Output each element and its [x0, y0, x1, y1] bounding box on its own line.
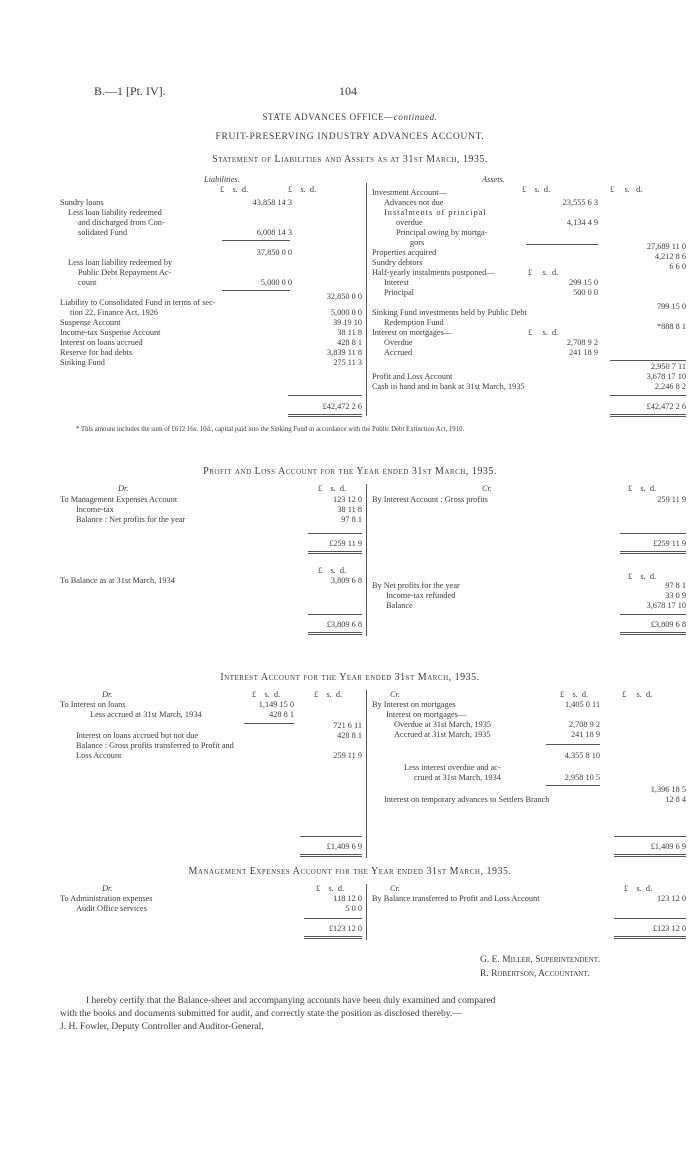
asset-line: Interest on mortgages—: [372, 328, 453, 337]
mgmt-credit-line: By Balance transferred to Profit and Loss Account: [372, 894, 540, 903]
liability-line: Public Debt Repayment Ac-: [78, 268, 172, 277]
asset-value: 27,689 11 0: [646, 242, 686, 251]
subtotal-rule: [222, 290, 290, 291]
total-rule: [308, 614, 362, 615]
total-rule: [620, 551, 686, 552]
pl-debit-line: To Management Expenses Account: [60, 495, 178, 504]
column-divider: [366, 183, 367, 416]
asset-line: Overdue: [384, 338, 413, 347]
asset-line: Advances not due: [384, 198, 444, 207]
total-rule: [288, 416, 362, 417]
asset-inner-value: 2,708 9 2: [566, 338, 598, 347]
lsd-header: £ s. d.: [522, 185, 551, 194]
total-rule: [614, 936, 686, 937]
asset-value: 2,950 7 11: [651, 362, 686, 371]
lsd-header: £ s. d.: [528, 328, 559, 337]
total-rule: [304, 918, 362, 919]
lsd-header: £ s. d.: [318, 566, 347, 575]
mgmt-credit-value: 123 12 0: [656, 894, 686, 903]
asset-value: 6 6 0: [669, 262, 686, 271]
asset-line: Sundry debtors: [372, 258, 423, 267]
lsd-header: £ s. d.: [628, 484, 657, 493]
total-rule: [308, 553, 362, 554]
total-rule: [620, 553, 686, 554]
total-rule: [614, 918, 686, 919]
mgmt-debit-value: 118 12 0: [333, 894, 362, 903]
pl-debit-line: To Balance as at 31st March, 1934: [60, 576, 175, 585]
liability-inner-value: 43,858 14 3: [252, 198, 292, 207]
interest-credit-total: £1,409 6 9: [650, 842, 686, 851]
total-rule: [304, 936, 362, 937]
interest-debit-value: 428 8 1: [337, 731, 362, 740]
liability-line: count: [78, 278, 97, 287]
signature-superintendent: G. E. Miller, Superintendent.: [480, 955, 601, 965]
interest-debit-line: Less accrued at 31st March, 1934: [90, 710, 202, 719]
total-rule: [610, 395, 686, 396]
lsd-header: £ s. d.: [624, 884, 653, 893]
interest-credit-value: 12 8 4: [665, 795, 686, 804]
asset-line: Properties acquired: [372, 248, 437, 257]
liability-line: solidated Fund: [78, 228, 128, 237]
pl-debit-value: 3,809 6 8: [330, 576, 362, 585]
subtotal-rule: [546, 785, 600, 786]
total-rule: [610, 414, 686, 415]
asset-line: Redemption Fund: [384, 318, 444, 327]
interest-debit-line: To Interest on loans: [60, 700, 126, 709]
mgmt-debit-line: To Administration expenses: [60, 894, 153, 903]
lsd-header: £ s. d.: [220, 185, 249, 194]
interest-credit-value: 1,396 18 5: [650, 785, 686, 794]
cr-label: Cr.: [390, 690, 400, 699]
interest-debit-total: £1,409 6 9: [326, 842, 362, 851]
interest-credit-inner: 2,708 9 2: [568, 720, 600, 729]
liability-line: and discharged from Con-: [78, 218, 165, 227]
interest-credit-inner: 4,355 8 10: [564, 751, 600, 760]
page-number: 104: [339, 84, 357, 98]
liabilities-total: £42,472 2 6: [322, 402, 362, 411]
pl-debit-value: 123 12 0: [332, 495, 362, 504]
interest-debit-line: Interest on loans accrued but not due: [76, 731, 199, 740]
pl-credit-total: £259 11 9: [653, 539, 686, 548]
asset-line: gors: [410, 238, 425, 247]
office-heading: STATE ADVANCES OFFICE—continued.: [262, 112, 438, 122]
interest-credit-inner: 2,958 10 5: [564, 773, 600, 782]
interest-debit-line: Loss Account: [76, 751, 122, 760]
pl-credit-value: 33 0 9: [665, 591, 686, 600]
pl-credit-value: 97 8 1: [665, 581, 686, 590]
account-title: FRUIT-PRESERVING INDUSTRY ADVANCES ACCOUNT.: [215, 132, 485, 142]
document-reference: B.—1 [Pt. IV].: [94, 84, 166, 98]
pl-credit-total: £3,809 6 8: [650, 620, 686, 629]
assets-total: £42,472 2 6: [646, 402, 686, 411]
total-rule: [620, 614, 686, 615]
interest-credit-line: Overdue at 31st March, 1935: [394, 720, 492, 729]
pl-credit-line: By Interest Account : Gross profits: [372, 495, 488, 504]
total-rule: [308, 551, 362, 552]
subtotal-rule: [244, 723, 294, 724]
total-rule: [620, 634, 686, 635]
pl-debit-line: Income-tax: [76, 505, 114, 514]
subtotal-rule: [546, 744, 600, 745]
lsd-header: £ s. d.: [316, 884, 345, 893]
asset-line: Cash in hand and in bank at 31st March, 1935: [372, 382, 525, 391]
total-rule: [300, 854, 362, 855]
liability-inner-value: 37,850 0 0: [256, 248, 292, 257]
liability-line: Suspense Account: [60, 318, 121, 327]
asset-inner-value: 23,555 6 3: [562, 198, 598, 207]
lsd-header: £ s. d.: [528, 268, 559, 277]
pl-debit-total: £3,809 6 8: [326, 620, 362, 629]
asset-line: Principal: [384, 288, 414, 297]
total-rule: [300, 836, 362, 837]
interest-credit-line: Less interest overdue and ac-: [404, 763, 501, 772]
mgmt-debit-value: 5 0 0: [345, 904, 362, 913]
mgmt-debit-line: Audit Office services: [76, 904, 147, 913]
total-rule: [308, 634, 362, 635]
asset-value: *888 8 1: [656, 322, 686, 331]
lsd-header: £ s. d.: [318, 484, 347, 493]
asset-value: 4,212 8 6: [654, 252, 686, 261]
column-divider: [366, 884, 367, 940]
asset-line: Half-yearly instalments postponed—: [372, 268, 495, 277]
total-rule: [614, 856, 686, 857]
total-rule: [620, 632, 686, 633]
total-rule: [308, 632, 362, 633]
total-rule: [308, 533, 362, 534]
pl-credit-value: 259 11 9: [657, 495, 686, 504]
asset-line: Investment Account—: [372, 188, 447, 197]
liability-line: Less loan liability redeemed: [68, 208, 162, 217]
certificate-line: I hereby certify that the Balance-sheet and accompanying accounts have been duly examined and compared: [86, 996, 496, 1006]
cr-label: Cr.: [390, 884, 400, 893]
cr-label: Cr.: [482, 484, 492, 493]
signature-accountant: R. Robertson, Accountant.: [480, 969, 591, 979]
interest-debit-inner: 1,149 15 0: [258, 700, 294, 709]
footnote: * This amount includes the sum of £612 16s. 10d., capital paid into the Sinking Fund in accordance with the Public Debt Extinction Act, 1910.: [76, 426, 465, 433]
liability-line: Less loan liability redeemed by: [68, 258, 173, 267]
asset-inner-value: 241 18 9: [568, 348, 598, 357]
total-rule: [620, 533, 686, 534]
liability-value: 39 19 10: [332, 318, 362, 327]
pl-debit-value: 38 11 8: [337, 505, 362, 514]
mgmt-credit-total: £123 12 0: [652, 924, 686, 933]
liability-line: Liability to Consolidated Fund in terms of sec-: [60, 298, 216, 307]
total-rule: [288, 414, 362, 415]
asset-value: 3,678 17 10: [646, 372, 686, 381]
lsd-header: £ s. d.: [628, 572, 657, 581]
liability-line: Reserve for bad debts: [60, 348, 133, 357]
interest-debit-value: 259 11 9: [333, 751, 362, 760]
asset-inner-value: 299 15 0: [568, 278, 598, 287]
liability-line: tion 22, Finance Act, 1926: [70, 308, 159, 317]
certificate-line: with the books and documents submitted for audit, and correctly state the position as disclosed thereby.—: [60, 1009, 462, 1019]
liability-line: Income-tax Suspense Account: [60, 328, 161, 337]
column-divider: [366, 484, 367, 636]
lsd-header: £ s. d.: [610, 185, 643, 194]
pl-credit-line: Income-tax refunded: [386, 591, 456, 600]
interest-credit-line: Accrued at 31st March, 1935: [394, 730, 491, 739]
column-divider: [366, 690, 367, 858]
pl-credit-line: By Net profits for the year: [372, 581, 460, 590]
subtotal-rule: [610, 360, 686, 361]
profit-loss-title: Profit and Loss Account for the Year ended 31st March, 1935.: [203, 466, 497, 477]
dr-label: Dr.: [102, 690, 113, 699]
asset-inner-value: 500 0 0: [573, 288, 598, 297]
asset-line: Instalments of principal: [384, 208, 487, 217]
certificate-line: J. H. Fowler, Deputy Controller and Auditor-General.: [60, 1022, 264, 1032]
pl-credit-value: 3,678 17 10: [646, 601, 686, 610]
interest-debit-line: Balance : Gross profits transferred to Profit and: [76, 741, 234, 750]
liabilities-heading: Liabilities.: [204, 175, 240, 184]
total-rule: [614, 836, 686, 837]
asset-line: overdue: [396, 218, 423, 227]
total-rule: [288, 395, 362, 396]
asset-inner-value: 4,134 4 9: [566, 218, 598, 227]
liability-value: 428 8 1: [337, 338, 362, 347]
asset-line: Principal owing by mortga-: [396, 228, 488, 237]
liability-value: 32,850 0 0: [326, 292, 362, 301]
asset-line: Profit and Loss Account: [372, 372, 453, 381]
subtotal-rule: [222, 240, 290, 241]
asset-value: 799 15 0: [656, 302, 686, 311]
asset-line: Accrued: [384, 348, 413, 357]
total-rule: [614, 854, 686, 855]
liability-line: Sinking Fund: [60, 358, 105, 367]
interest-credit-line: Interest on mortgages—: [386, 710, 467, 719]
statement-title: Statement of Liabilities and Assets as at 31st March, 1935.: [212, 154, 488, 165]
lsd-header: £ s. d.: [314, 690, 343, 699]
interest-credit-inner: 241 18 9: [570, 730, 600, 739]
interest-credit-line: crued at 31st March, 1934: [414, 773, 501, 782]
liability-value: 3,839 11 8: [327, 348, 362, 357]
interest-debit-value: 721 6 11: [333, 721, 362, 730]
pl-credit-line: Balance: [386, 601, 413, 610]
asset-line: Interest: [384, 278, 409, 287]
interest-credit-line: By Interest on mortgages: [372, 700, 456, 709]
assets-heading: Assets.: [482, 175, 505, 184]
dr-label: Dr.: [118, 484, 129, 493]
pl-debit-total: £259 11 9: [329, 539, 362, 548]
total-rule: [304, 938, 362, 939]
liability-value: 38 11 8: [337, 328, 362, 337]
interest-debit-inner: 428 8 1: [269, 710, 294, 719]
total-rule: [610, 416, 686, 417]
total-rule: [614, 938, 686, 939]
liability-line: Sundry loans: [60, 198, 104, 207]
pl-debit-value: 97 8 1: [341, 515, 362, 524]
liability-value: 275 11 3: [333, 358, 362, 367]
interest-credit-inner: 1,405 0 11: [565, 700, 600, 709]
lsd-header: £ s. d.: [252, 690, 281, 699]
dr-label: Dr.: [102, 884, 113, 893]
liability-value: 5,000 0 0: [330, 308, 362, 317]
asset-line: Sinking Fund investments held by Public Debt: [372, 308, 527, 317]
total-rule: [300, 856, 362, 857]
liability-line: Interest on loans accrued: [60, 338, 143, 347]
interest-title: Interest Account for the Year ended 31st March, 1935.: [220, 672, 480, 683]
management-title: Management Expenses Account for the Year ended 31st March, 1935.: [188, 866, 512, 877]
lsd-header: £ s. d.: [560, 690, 589, 699]
asset-value: 2,246 8 2: [654, 382, 686, 391]
lsd-header: £ s. d.: [622, 690, 653, 699]
mgmt-debit-total: £123 12 0: [328, 924, 362, 933]
liability-inner-value: 5,000 0 0: [260, 278, 292, 287]
lsd-header: £ s. d.: [288, 185, 317, 194]
pl-debit-line: Balance : Net profits for the year: [76, 515, 186, 524]
liability-inner-value: 6,008 14 3: [256, 228, 292, 237]
interest-credit-line: Interest on temporary advances to Settlers Branch: [384, 795, 550, 804]
